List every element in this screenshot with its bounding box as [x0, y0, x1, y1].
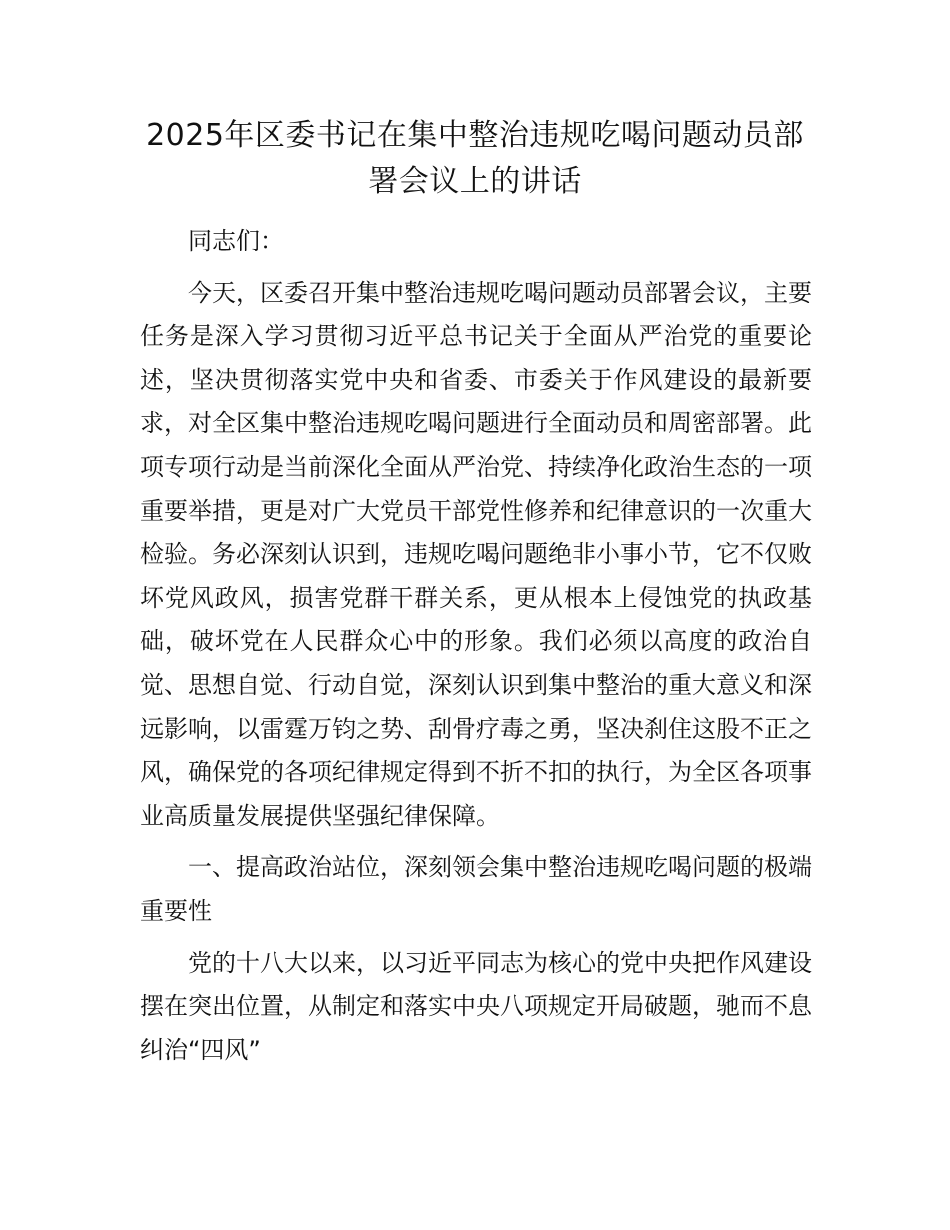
paragraph-intro: 今天，区委召开集中整治违规吃喝问题动员部署会议，主要任务是深入学习贯彻习近平总书记关于全面从严治党的重要论述，坚决贯彻落实党中央和省委、市委关于作风建设的最新要求，对全区集中整治违规吃喝问题进行全面动员和周密部署。此项专项行动是当前深化全面从严治党、持续净化政治生态的一项重要举措，更是对广大党员干部党性修养和纪律意识的一次重大检验。务必深刻认识到，违规吃喝问题绝非小事小节，它不仅败坏党风政风，损害党群干群关系，更从根本上侵蚀党的执政基础，破坏党在人民群众心中的形象。我们必须以高度的政治自觉、思想自觉、行动自觉，深刻认识到集中整治的重大意义和深远影响，以雷霆万钧之势、刮骨疗毒之勇，坚决刹住这股不正之风，确保党的各项纪律规定得到不折不扣的执行，为全区各项事业高质量发展提供坚强纪律保障。 — [140, 278, 812, 830]
salutation: 同志们： — [188, 227, 284, 255]
document-body — [140, 220, 812, 1080]
section-heading-1: 一、提高政治站位，深刻领会集中整治违规吃喝问题的极端重要性 — [140, 853, 812, 925]
document-title: 2025年区委书记在集中整治违规吃喝问题动员部署会议上的讲话 — [146, 118, 804, 199]
paragraph-section-1: 党的十八大以来，以习近平同志为核心的党中央把作风建设摆在突出位置，从制定和落实中央八项规定开局破题，驰而不息纠治“四风” — [140, 948, 812, 1064]
